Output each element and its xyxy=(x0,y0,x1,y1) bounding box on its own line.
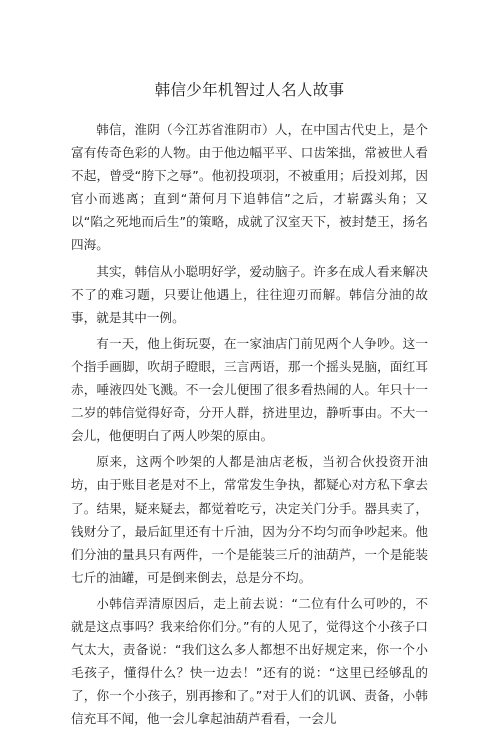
paragraph-1: 韩信，淮阴（今江苏省淮阴市）人，在中国古代史上，是个富有传奇色彩的人物。由于他边幅平平、口齿笨拙，常被世人看不起，曾受“胯下之辱”。他初投项羽，不被重用；后投刘邦，因官小而逃离；直到“萧何月下追韩信”之后，才崭露头角；又以“陷之死地而后生”的策略，成就了汉室天下，被封楚王，扬名四海。 xyxy=(71,122,428,253)
paragraph-4: 原来，这两个吵架的人都是油店老板，当初合伙投资开油坊，由于账目老是对不上，常常发生争执，都疑心对方私下拿去了。结果，疑来疑去，都觉着吃亏，决定关门分手。器具卖了，钱财分了，最后缸里还有十斤油，因为分不均匀而争吵起来。他们分油的量具只有两件，一个是能装三斤的油葫芦，一个是能装七斤的油罐，可是倒来倒去，总是分不均。 xyxy=(71,454,428,585)
paragraph-3: 有一天，他上街玩耍，在一家油店门前见两个人争吵。这一个指手画脚，吹胡子瞪眼，三言两语，那一个摇头晃脑，面红耳赤，唾液四处飞溅。不一会儿便围了很多看热闹的人。年只十一二岁的韩信觉得好奇，分开人群，挤进里边，静听事由。不大一会儿，他便明白了两人吵架的原由。 xyxy=(71,335,428,444)
article-title: 韩信少年机智过人名人故事 xyxy=(154,81,345,99)
paragraph-5: 小韩信弄清原因后，走上前去说：“二位有什么可吵的，不就是这点事吗？我来给你们分。”有的人见了，觉得这个小孩子口气太大，责备说：“我们这么多人都想不出好规定来，你一个小毛孩子，懂得什么？快一边去！”还有的说：“这里已经够乱的了，你一个小孩子，别再掺和了。”对于人们的讥讽、责备，小韩信充耳不闻，他一会儿拿起油葫芦看看，一会儿 xyxy=(71,595,428,727)
paragraph-2: 其实，韩信从小聪明好学，爱动脑子。许多在成人看来解决不了的难习题，只要让他遇上，往往迎刃而解。韩信分油的故事，就是其中一例。 xyxy=(71,263,428,325)
